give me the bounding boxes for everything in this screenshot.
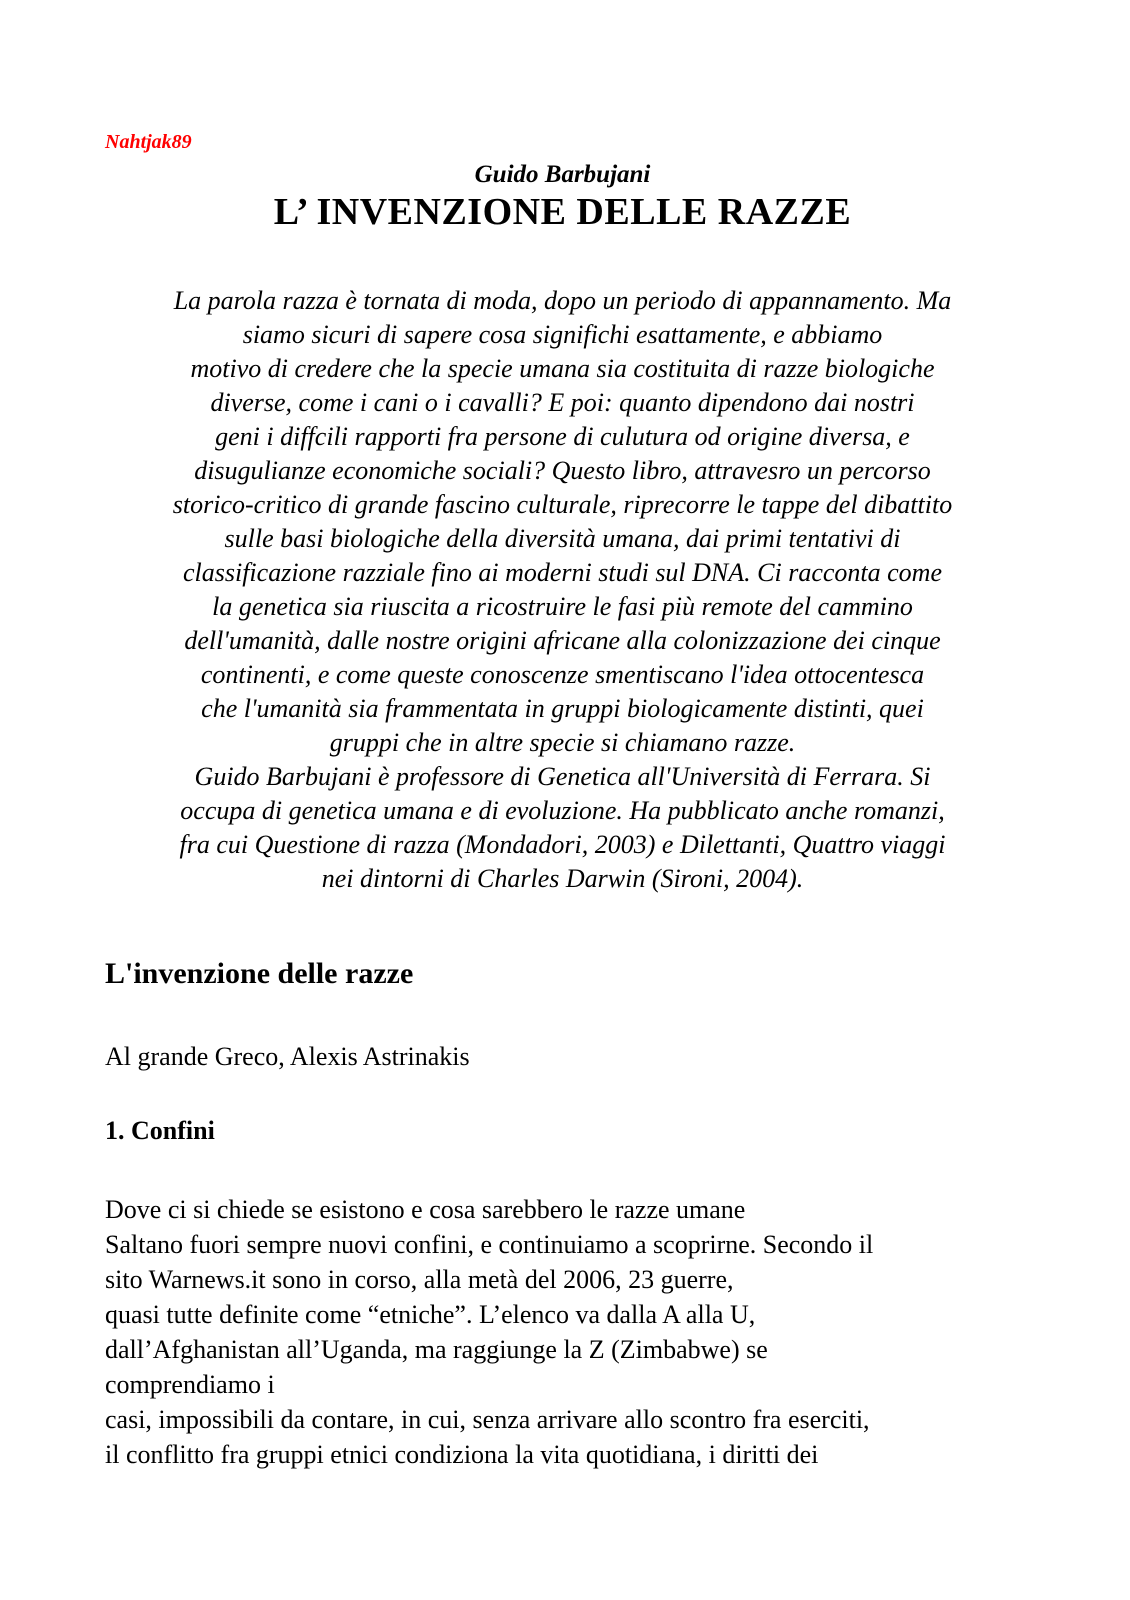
- blurb-line: La parola razza è tornata di moda, dopo un periodo di appannamento. Ma: [173, 286, 952, 315]
- blurb-line: siamo sicuri di sapere cosa significhi esattamente, e abbiamo: [242, 320, 883, 349]
- blurb-line: classificazione razziale fino ai moderni studi sul DNA. Ci racconta come: [182, 558, 942, 587]
- dedication-line: Al grande Greco, Alexis Astrinakis: [105, 1042, 470, 1071]
- blurb-line: disugulianze economiche sociali? Questo libro, attravesro un percorso: [194, 456, 931, 485]
- body-paragraph: [105, 1192, 1020, 1472]
- blurb-line: che l'umanità sia frammentata in gruppi biologicamente distinti, quei: [201, 694, 924, 723]
- body-line: sito Warnews.it sono in corso, alla metà del 2006, 23 guerre,: [105, 1265, 734, 1294]
- blurb-line: geni i diffcili rapporti fra persone di culutura od origine diversa, e: [215, 422, 910, 451]
- blurb-line: gruppi che in altre specie si chiamano razze.: [329, 728, 796, 757]
- blurb-line: diverse, come i cani o i cavalli? E poi: quanto dipendono dai nostri: [210, 388, 915, 417]
- blurb-line: motivo di credere che la specie umana sia costituita di razze biologiche: [190, 354, 935, 383]
- watermark-username: Nahtjak89: [105, 131, 192, 153]
- body-line: quasi tutte definite come “etniche”. L’elenco va dalla A alla U,: [105, 1300, 756, 1329]
- section-heading: L'invenzione delle razze: [105, 957, 414, 990]
- blurb-line: occupa di genetica umana e di evoluzione. Ha pubblicato anche romanzi,: [180, 796, 945, 825]
- body-line: Saltano fuori sempre nuovi confini, e continuiamo a scoprirne. Secondo il: [105, 1230, 874, 1259]
- body-line: casi, impossibili da contare, in cui, senza arrivare allo scontro fra eserciti,: [105, 1405, 870, 1434]
- author-name: Guido Barbujani: [474, 161, 651, 188]
- blurb-line: Guido Barbujani è professore di Genetica all'Università di Ferrara. Si: [194, 762, 931, 791]
- blurb-line: nei dintorni di Charles Darwin (Sironi, 2004).: [321, 864, 804, 893]
- body-line: il conflitto fra gruppi etnici condiziona la vita quotidiana, i diritti dei: [105, 1440, 819, 1469]
- body-line: dall’Afghanistan all’Uganda, ma raggiunge la Z (Zimbabwe) se: [105, 1335, 768, 1364]
- blurb-line: la genetica sia riuscita a ricostruire le fasi più remote del cammino: [212, 592, 913, 621]
- book-title: L’ INVENZIONE DELLE RAZZE: [273, 191, 852, 233]
- blurb-line: continenti, e come queste conoscenze smentiscano l'idea ottocentesca: [200, 660, 925, 689]
- blurb-paragraph: [105, 284, 1020, 896]
- chapter-heading: 1. Confini: [105, 1116, 215, 1145]
- body-line: comprendiamo i: [105, 1370, 275, 1399]
- blurb-line: sulle basi biologiche della diversità umana, dai primi tentativi di: [224, 524, 901, 553]
- blurb-line: fra cui Questione di razza (Mondadori, 2003) e Dilettanti, Quattro viaggi: [179, 830, 946, 859]
- blurb-line: storico-critico di grande fascino culturale, riprecorre le tappe del dibattito: [172, 490, 953, 519]
- body-line: Dove ci si chiede se esistono e cosa sarebbero le razze umane: [105, 1195, 746, 1224]
- blurb-line: dell'umanità, dalle nostre origini africane alla colonizzazione dei cinque: [184, 626, 941, 655]
